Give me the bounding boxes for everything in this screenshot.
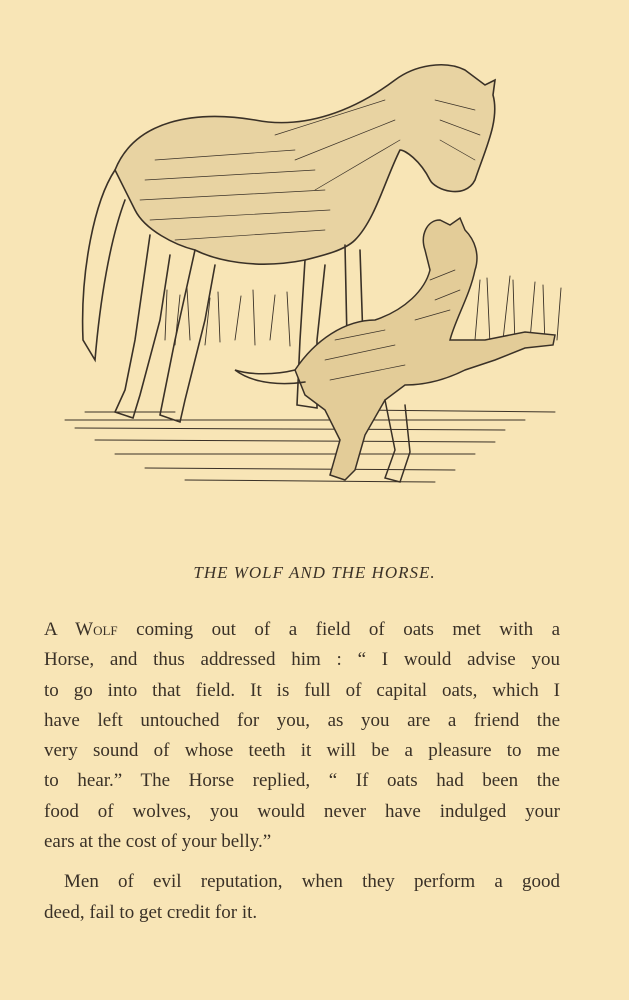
- text-line: Horse, and thus addressed him : “ I would advise you: [44, 649, 560, 671]
- text-line: have left untouched for you, as you are a friend the: [44, 709, 560, 731]
- text-line: ears at the cost of your belly.”: [44, 831, 272, 853]
- text-line: deed, fail to get credit for it.: [44, 901, 258, 923]
- ground-hatching: [65, 410, 555, 482]
- fable-paragraph-2: [44, 867, 560, 928]
- text-line: to go into that field. It is full of capital oats, which I: [44, 679, 560, 701]
- text-line: Men of evil reputation, when they perform a good: [64, 871, 560, 893]
- illustration-caption: THE WOLF AND THE HORSE.: [193, 563, 436, 582]
- text-line: food of wolves, you would never have indulged your: [44, 800, 560, 822]
- wolf-horse-illustration: [55, 40, 575, 500]
- text-line: to hear.” The Horse replied, “ If oats had been the: [44, 770, 560, 792]
- fable-text: [44, 615, 560, 928]
- text-line: very sound of whose teeth it will be a pleasure to me: [44, 740, 560, 762]
- fable-paragraph-1: [44, 615, 560, 857]
- text-line: A Wolf coming out of a field of oats met with a: [44, 619, 560, 640]
